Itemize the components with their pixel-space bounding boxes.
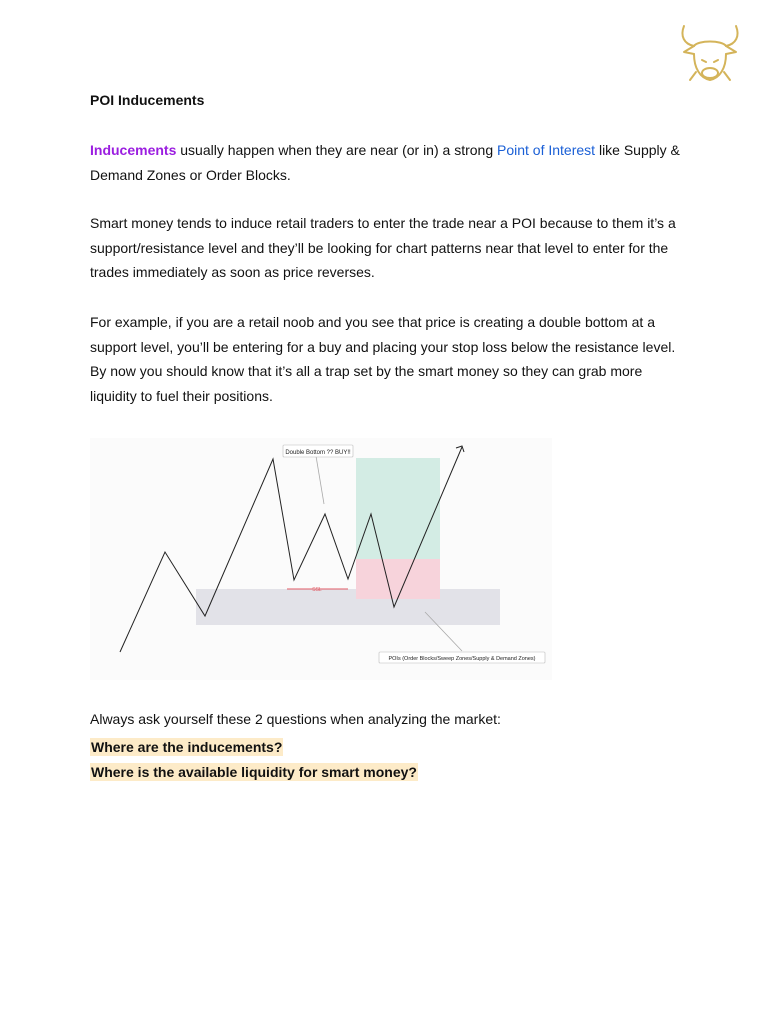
question-inducements: Where are the inducements? — [91, 739, 283, 755]
highlight-point-of-interest: Point of Interest — [497, 142, 596, 158]
callout-top-label: Double Bottom ?? BUY!! — [285, 450, 351, 456]
take-profit-zone — [356, 458, 440, 559]
price-action-diagram — [90, 438, 552, 680]
bull-head-logo-icon — [676, 20, 744, 86]
poi-zone — [196, 589, 500, 625]
stop-label: SSL — [312, 587, 322, 593]
callout-bottom-label: POIs (Order Blocks/Sweep Zones/Supply & Demand Zones) — [388, 656, 536, 662]
paragraph-example: For example, if you are a retail noob and you see that price is creating a double bottom at a support level, you’ll be entering for a buy and placing your stop loss below the resistance level. By now you should know that it’s all a trap set by the smart money so they can grab more liquidity to fuel their positions. — [90, 314, 676, 404]
paragraph-text: like Supply & Demand Zones or Order Blocks. — [90, 142, 680, 183]
paragraph-text: usually happen when they are near (or in) a strong — [176, 142, 497, 158]
paragraph-smart-money: Smart money tends to induce retail traders to enter the trade near a POI because to them it’s a support/resistance level and they’ll be looking for chart patterns near that level to enter for the trades immediately as soon as price reverses. — [90, 215, 676, 280]
figure-background — [90, 438, 552, 680]
question-liquidity: Where is the available liquidity for smart money? — [91, 764, 417, 780]
page-title: POI Inducements — [90, 92, 205, 108]
paragraph-inducements — [90, 138, 686, 187]
paragraph-questions-intro: Always ask yourself these 2 questions when analyzing the market: — [90, 711, 501, 727]
stop-loss-zone — [356, 559, 440, 599]
highlight-inducements: Inducements — [90, 142, 177, 158]
